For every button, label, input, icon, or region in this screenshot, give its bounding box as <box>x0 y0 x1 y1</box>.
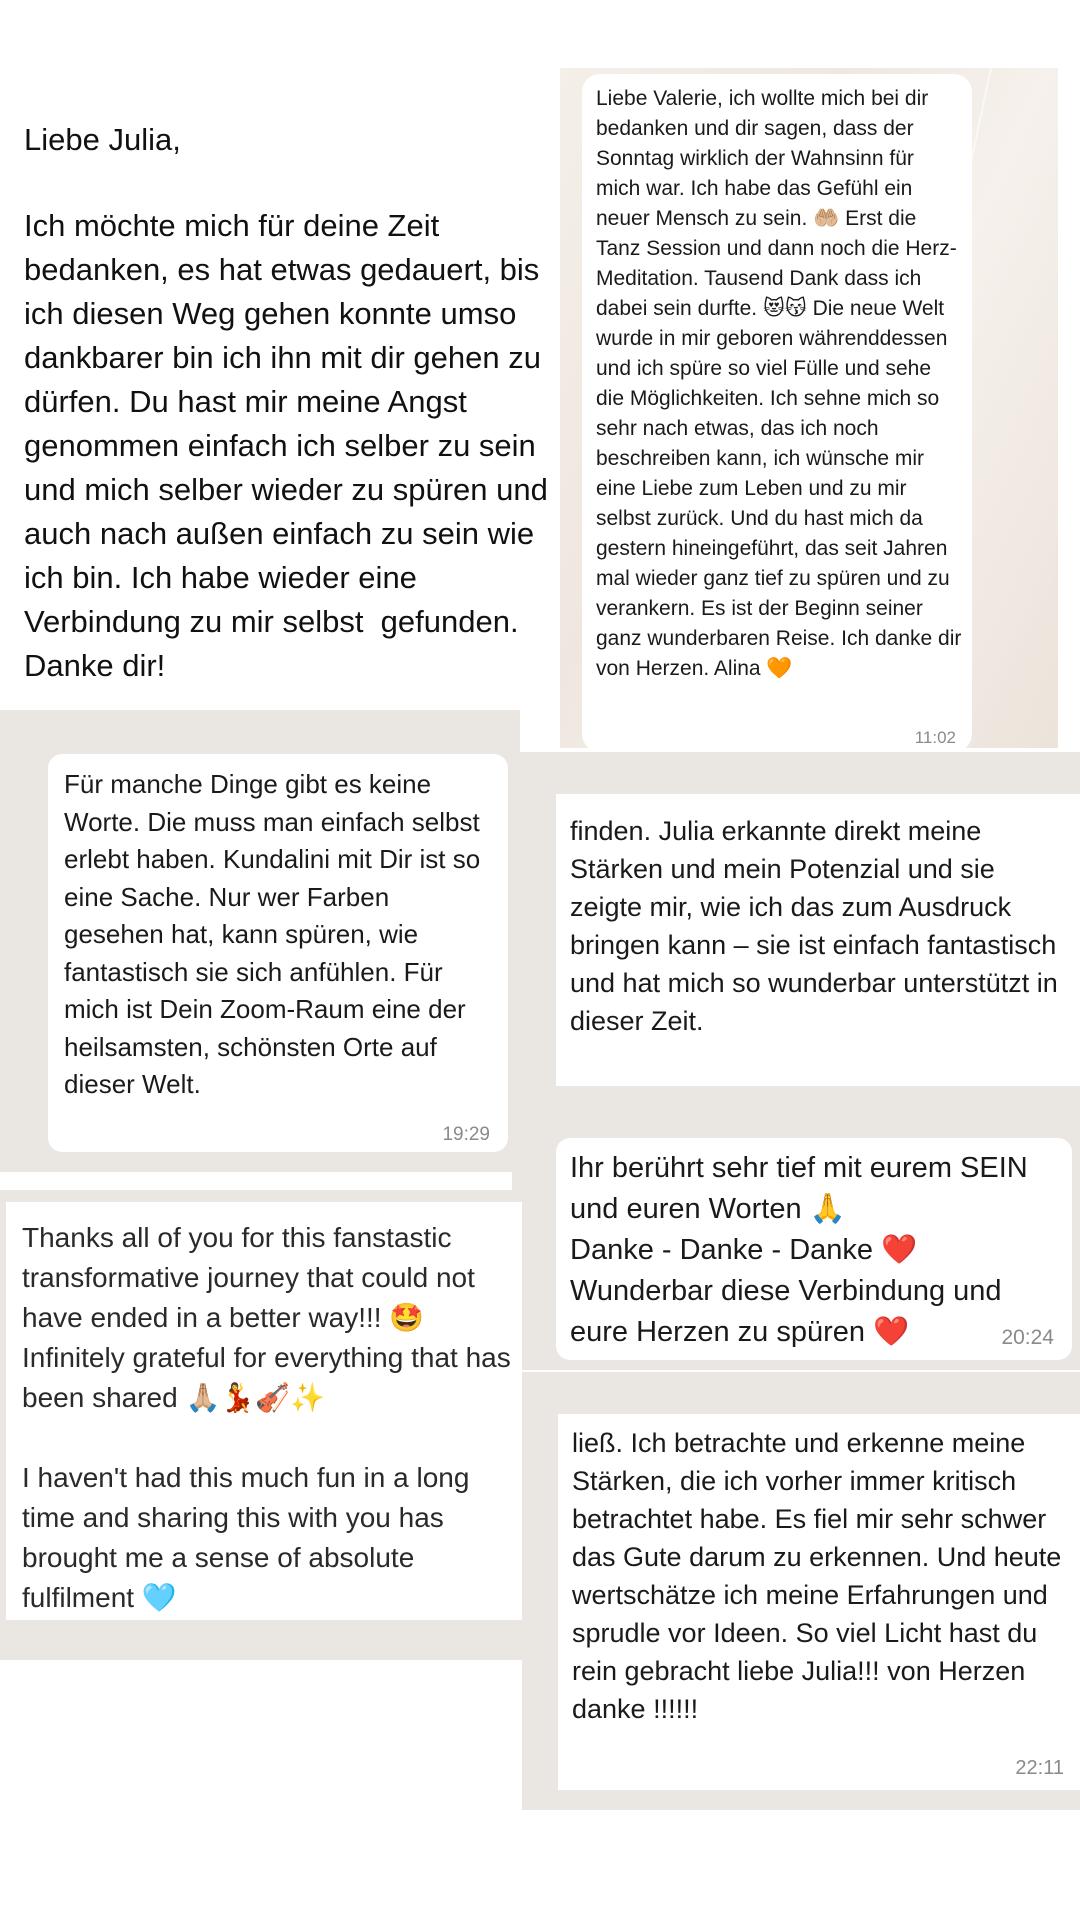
sein-message-time: 20:24 <box>1001 1326 1054 1349</box>
sein-message-text: Ihr berührt sehr tief mit eurem SEIN und euren Worten 🙏 Danke - Danke - Danke ❤️ Wunderbar diese Verbindung und eure Herzen zu spüren ❤️ <box>570 1152 1028 1348</box>
english-message-text: Thanks all of you for this fanstastic transformative journey that could not have ended in a better way!!! 🤩Infinitely grateful for everything that has been shared 🙏🏼💃🎻✨ I haven't had this much fun in a long time and sharing this with you has brought me a sense of absolute fulfilment 🩵 <box>22 1222 511 1613</box>
letter-greeting: Liebe Julia, <box>24 122 181 157</box>
letter-testimonial <box>0 100 560 700</box>
kundalini-message-text: Für manche Dinge gibt es keine Worte. Die muss man einfach selbst erlebt haben. Kundalini mit Dir ist so eine Sache. Nur wer Farben gesehen hat, kann spüren, wie fantastisch sie sich anfühlen. Für mich ist Dein Zoom-Raum eine der heilsamsten, schönsten Orte auf dieser Welt. <box>64 769 488 1099</box>
sein-message-bubble <box>556 1138 1072 1360</box>
kundalini-message-time: 19:29 <box>442 1124 490 1145</box>
kundalini-message-bubble <box>48 754 508 1152</box>
alina-message-bubble <box>582 74 972 752</box>
kundalini-screenshot-panel <box>0 710 520 1172</box>
staerken-message-text: finden. Julia erkannte direkt meine Stärken und mein Potenzial und sie zeigte mir, wie ich das zum Ausdruck bringen kann – sie ist einfach fantastisch und hat mich so wunderbar unterstützt in dieser Zeit. <box>570 816 1066 1036</box>
letter-body: Ich möchte mich für deine Zeit bedanken, es hat etwas gedauert, bis ich diesen Weg gehen konnte umso dankbarer bin ich ihn mit dir gehen zu dürfen. Du hast mir meine Angst genommen einfach ich selber zu sein und mich selber wieder zu spüren und auch nach außen einfach zu sein wie ich bin. Ich habe wieder eine Verbindung zu mir selbst gefunden. Danke dir! <box>24 208 557 683</box>
alina-screenshot-panel <box>560 68 1058 748</box>
right-middle-screenshot-panel <box>512 752 1080 1370</box>
english-screenshot-panel <box>0 1190 522 1660</box>
licht-message-text: ließ. Ich betrachte und erkenne meine Stärken, die ich vorher immer kritisch betrachtet habe. Es fiel mir sehr schwer das Gute darum zu erkennen. Und heute wertschätze ich meine Erfahrungen und sprudle vor Ideen. So viel Licht hast du rein gebracht liebe Julia!!! von Herzen danke !!!!!! <box>572 1428 1069 1724</box>
licht-screenshot-panel <box>522 1372 1080 1810</box>
alina-message-text: Liebe Valerie, ich wollte mich bei dir bedanken und dir sagen, dass der Sonntag wirklich der Wahnsinn für mich war. Ich habe das Gefühl ein neuer Mensch zu sein. 🤲🏼 Erst die Tanz Session und dann noch die Herz-Meditation. Tausend Dank dass ich dabei sein durfte. 😻😽 Die neue Welt wurde in mir geboren währenddessen und ich spüre so viel Fülle und sehe die Möglichkeiten. Ich sehne mich so sehr nach etwas, das ich noch beschreiben kann, ich wünsche mir eine Liebe zum Leben und zu mir selbst zurück. Und du hast mich da gestern hineingeführt, das seit Jahren mal wieder ganz tief zu spüren und zu verankern. Es ist der Beginn seiner ganz wunderbaren Reise. Ich danke dir von Herzen. Alina 🧡 <box>596 87 968 680</box>
english-message-bubble <box>6 1202 522 1620</box>
licht-message-bubble <box>558 1414 1080 1790</box>
staerken-message-bubble <box>556 794 1080 1086</box>
alina-message-time: 11:02 <box>914 728 956 747</box>
licht-message-time: 22:11 <box>1015 1757 1064 1779</box>
